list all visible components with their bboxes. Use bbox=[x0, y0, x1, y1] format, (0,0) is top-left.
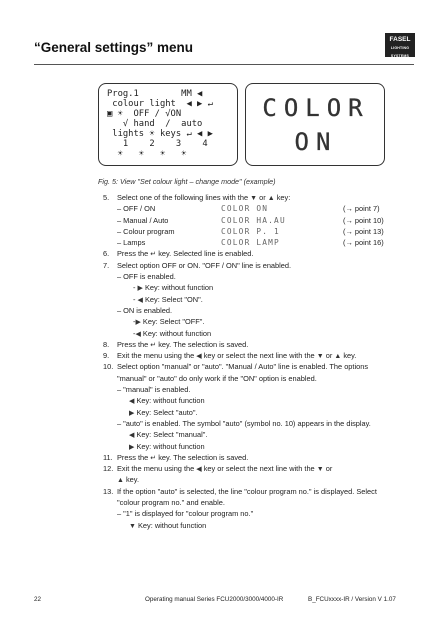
list-item: 5. Select one of the following lines with the ▼ or ▲ key: bbox=[103, 193, 291, 202]
instruction-list bbox=[103, 193, 423, 532]
option-row: – OFF / ON COLOR ON (→ point 7) bbox=[117, 204, 380, 214]
list-item: 12. Exit the menu using the ◀ key or select the next line with the ▼ or bbox=[103, 464, 333, 474]
segment-line-2: ON bbox=[294, 128, 338, 156]
left-arrow-icon: ◀ bbox=[196, 353, 202, 361]
left-arrow-icon: ◀ bbox=[196, 466, 202, 474]
right-arrow-icon: ▶ bbox=[129, 443, 135, 451]
right-arrow-icon: ▶ bbox=[129, 409, 135, 417]
down-arrow-icon: ▼ bbox=[316, 353, 324, 361]
right-arrow-icon: ▶ bbox=[137, 285, 143, 293]
list-item: – "auto" is enabled. The symbol "auto" (symbol no. 10) appears in the display. bbox=[117, 418, 371, 428]
lcd-line: colour light ◀ ▶ ↵ bbox=[107, 99, 213, 109]
down-arrow-icon: ▼ bbox=[129, 522, 136, 530]
option-row: – Manual / Auto COLOR HA.AU (→ point 10) bbox=[117, 215, 384, 225]
left-arrow-icon: ◀ bbox=[137, 296, 143, 304]
list-item: – OFF is enabled. bbox=[117, 272, 176, 282]
header-rule bbox=[34, 64, 414, 65]
list-item: ◀ Key: without function bbox=[129, 396, 205, 406]
down-arrow-icon: ▼ bbox=[316, 466, 324, 474]
page-title: “General settings” menu bbox=[34, 40, 194, 55]
option-row: – Lamps COLOR LAMP (→ point 16) bbox=[117, 238, 384, 248]
segment-line-1: COLOR bbox=[262, 94, 370, 122]
enter-key-icon: ↵ bbox=[150, 251, 157, 259]
lcd-line: ☀ ☀ ☀ ☀ bbox=[107, 149, 187, 159]
list-item: 11. Press the ↵ key. The selection is saved. bbox=[103, 452, 249, 462]
lcd-line: Prog.1 MM ◀ bbox=[107, 89, 203, 99]
lcd-line: lights ☀ keys ↵ ◀ ▶ bbox=[107, 129, 213, 139]
left-arrow-icon: ◀ bbox=[129, 432, 135, 440]
up-arrow-icon: ▲ bbox=[334, 353, 342, 361]
list-item: ▶ Key: Select "auto". bbox=[129, 407, 198, 417]
list-item: 10. Select option "manual" or "auto". "Manual / Auto" line is enabled. The options bbox=[103, 362, 369, 372]
list-item: "manual" or "auto" do only work if the "ON" option is enabled. bbox=[117, 373, 317, 383]
list-item: -◀ Key: without function bbox=[133, 328, 212, 338]
right-arrow-icon: ▶ bbox=[135, 319, 141, 327]
enter-key-icon: ↵ bbox=[150, 454, 157, 462]
figure-caption: Fig. 5: View "Set colour light – change mode" (example) bbox=[98, 177, 276, 186]
list-item: ▼ Key: without function bbox=[129, 520, 207, 530]
list-item: 9. Exit the menu using the ◀ key or select the next line with the ▼ or ▲ key. bbox=[103, 351, 357, 361]
footer-right: B_FCUxxxx-IR / Version V 1.07 bbox=[308, 596, 396, 603]
lcd-line: √ hand / auto bbox=[107, 119, 203, 129]
lcd-menu-display bbox=[98, 83, 238, 166]
lcd-line: ▣ ☀ OFF / √ON bbox=[107, 109, 182, 119]
down-arrow-icon: ▼ bbox=[250, 195, 258, 202]
logo-subtext: LIGHTING SYSTEMS bbox=[390, 46, 410, 58]
option-row: – Colour program COLOR P. 1 (→ point 13) bbox=[117, 226, 384, 236]
lcd-segment-display bbox=[245, 83, 385, 166]
fasel-logo bbox=[385, 33, 415, 57]
list-item: - ▶ Key: without function bbox=[133, 283, 214, 293]
list-item: – "1" is displayed for "colour program no." bbox=[117, 509, 254, 519]
left-arrow-icon: ◀ bbox=[129, 398, 135, 406]
page-number: 22 bbox=[34, 596, 42, 603]
up-arrow-icon: ▲ bbox=[117, 477, 124, 485]
list-item: 6. Press the ↵ key. Selected line is enabled. bbox=[103, 249, 254, 259]
lcd-line: 1 2 3 4 bbox=[107, 139, 208, 149]
list-item: ▶ Key: without function bbox=[129, 441, 205, 451]
list-item: 8. Press the ↵ key. The selection is saved. bbox=[103, 339, 249, 349]
display-text: COLOR ON bbox=[221, 204, 269, 214]
list-item: – ON is enabled. bbox=[117, 305, 173, 315]
list-item: "colour program no." and enable. bbox=[117, 498, 225, 508]
up-arrow-icon: ▲ bbox=[267, 195, 275, 202]
list-item: ▲ key. bbox=[117, 475, 139, 485]
list-item: 13. If the option "auto" is selected, the line "colour program no." is displayed. Select bbox=[103, 486, 377, 496]
list-item: ◀ Key: Select "manual". bbox=[129, 430, 208, 440]
footer-center: Operating manual Series FCU2000/3000/4000-IR bbox=[145, 596, 284, 603]
display-text: COLOR HA.AU bbox=[221, 215, 286, 225]
list-item: - ◀ Key: Select "ON". bbox=[133, 294, 203, 304]
list-item: 7. Select option OFF or ON. "OFF / ON" line is enabled. bbox=[103, 260, 292, 270]
enter-key-icon: ↵ bbox=[150, 341, 157, 349]
left-arrow-icon: ◀ bbox=[135, 330, 141, 338]
display-text: COLOR P. 1 bbox=[221, 226, 280, 236]
list-item: -▶ Key: Select "OFF". bbox=[133, 317, 205, 327]
logo-text: FASEL bbox=[389, 36, 411, 43]
list-item: – "manual" is enabled. bbox=[117, 385, 191, 395]
display-text: COLOR LAMP bbox=[221, 238, 280, 248]
